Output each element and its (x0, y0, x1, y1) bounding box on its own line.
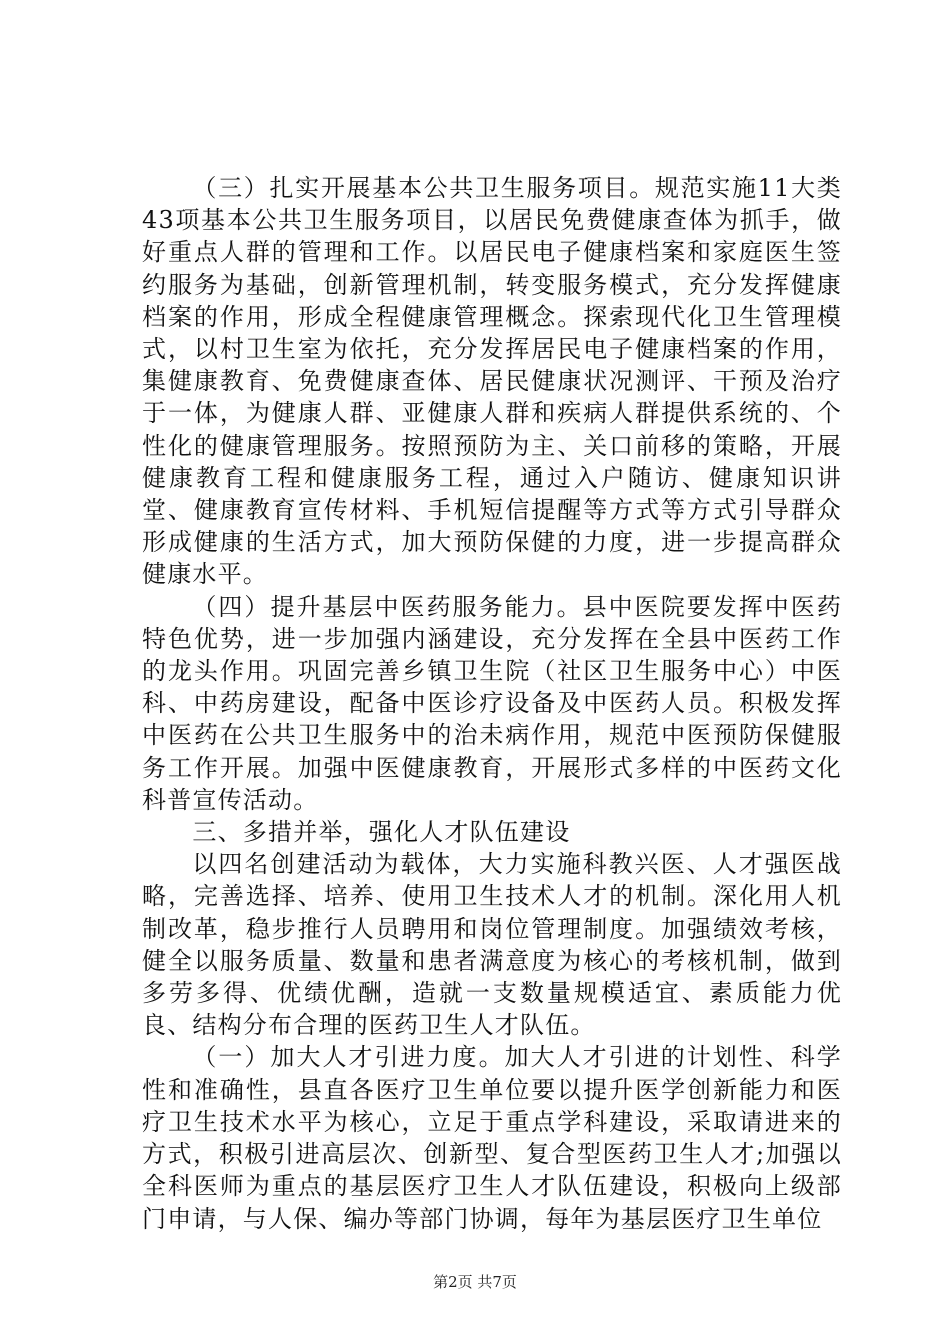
paragraph-public-health-services: （三）扎实开展基本公共卫生服务项目。规范实施11大类43项基本公共卫生服务项目，以居民免费健康查体为抓手，做好重点人群的管理和工作。以居民电子健康档案和家庭医生签约服务为基础，创新管理机制，转变服务模式，充分发挥健康档案的作用，形成全程健康管理概念。探索现代化卫生管理模式，以村卫生室为依托，充分发挥居民电子健康档案的作用，集健康教育、免费健康查体、居民健康状况测评、干预及治疗于一体，为健康人群、亚健康人群和疾病人群提供系统的、个性化的健康管理服务。按照预防为主、关口前移的策略，开展健康教育工程和健康服务工程，通过入户随访、健康知识讲堂、健康教育宣传材料、手机短信提醒等方式等方式引导群众形成健康的生活方式，加大预防保健的力度，进一步提高群众健康水平。 (142, 174, 842, 589)
paragraph-talent-introduction: （一）加大人才引进力度。加大人才引进的计划性、科学性和准确性，县直各医疗卫生单位要以提升医学创新能力和医疗卫生技术水平为核心，立足于重点学科建设，采取请进来的方式，积极引进高层次、创新型、复合型医药卫生人才;加强以全科医师为重点的基层医疗卫生人才队伍建设，积极向上级部门申请，与人保、编办等部门协调，每年为基层医疗卫生单位 (142, 1043, 842, 1233)
page-number-footer: 第2页 共7页 (433, 1273, 517, 1291)
paragraph-tcm-capacity: （四）提升基层中医药服务能力。县中医院要发挥中医药特色优势，进一步加强内涵建设，充分发挥在全县中医药工作的龙头作用。巩固完善乡镇卫生院（社区卫生服务中心）中医科、中药房建设，配备中医诊疗设备及中医药人员。积极发挥中医药在公共卫生服务中的治未病作用，规范中医预防保健服务工作开展。加强中医健康教育，开展形式多样的中医药文化科普宣传活动。 (142, 592, 842, 814)
section-heading-talent-team: 三、多措并举，强化人才队伍建设 (192, 818, 571, 847)
document-body (142, 172, 842, 1235)
paragraph-talent-strategy: 以四名创建活动为载体，大力实施科教兴医、人才强医战略，完善选择、培养、使用卫生技术人才的机制。深化用人机制改革，稳步推行人员聘用和岗位管理制度。加强绩效考核，健全以服务质量、数量和患者满意度为核心的考核机制，做到多劳多得、优绩优酬，造就一支数量规模适宜、素质能力优良、结构分布合理的医药卫生人才队伍。 (142, 850, 842, 1040)
